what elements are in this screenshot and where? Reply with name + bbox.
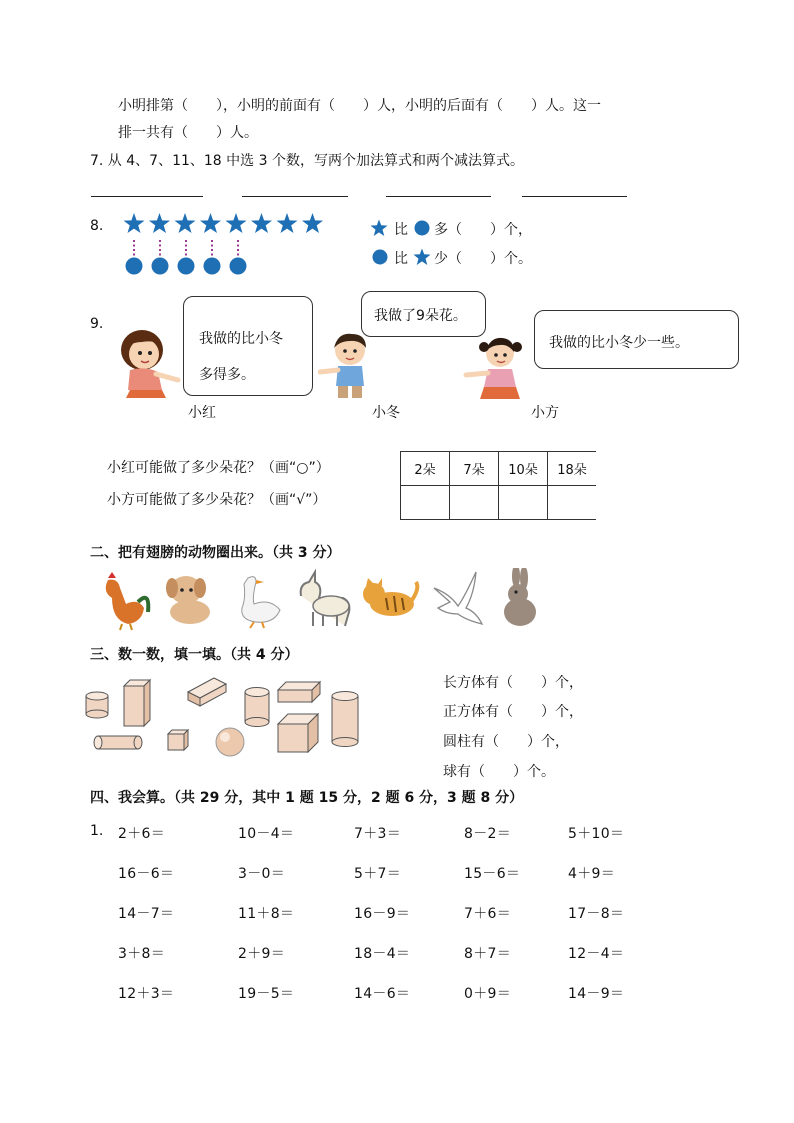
- cube-icon[interactable]: [168, 730, 188, 750]
- star-mark: [251, 213, 272, 233]
- equation[interactable]: 5＋7＝: [354, 866, 402, 882]
- dot-mark: [178, 258, 195, 275]
- answer-blank-3[interactable]: [386, 196, 491, 197]
- girl-xiaohong-illustration: [112, 322, 187, 400]
- equation[interactable]: 2＋9＝: [238, 946, 286, 962]
- star-mark: [124, 213, 145, 233]
- cuboid-icon[interactable]: [278, 682, 320, 702]
- equation[interactable]: 7＋3＝: [354, 826, 402, 842]
- q8-line2-post: 少（ ）个。: [434, 251, 532, 267]
- cylinder-icon[interactable]: [94, 736, 142, 749]
- equation[interactable]: 7＋6＝: [464, 906, 512, 922]
- answer-table: [400, 451, 596, 520]
- equation[interactable]: 2＋6＝: [118, 826, 166, 842]
- rooster-icon[interactable]: [106, 572, 149, 630]
- section-2-title: 二、把有翅膀的动物圈出来。（共 3 分）: [90, 545, 341, 561]
- q8-line1-pre: 比: [394, 222, 408, 238]
- solid-shapes-figure: [82, 672, 367, 758]
- q9-number: 9.: [90, 316, 104, 332]
- star-mark: [175, 213, 196, 233]
- dot-icon: [414, 220, 430, 236]
- option-18: 18朵: [548, 452, 597, 486]
- cylinder-icon[interactable]: [332, 692, 358, 747]
- speech-bubble-xiaofang: [534, 310, 739, 369]
- section-3-title: 三、数一数，填一填。（共 4 分）: [90, 647, 299, 663]
- answer-cell[interactable]: [499, 486, 548, 520]
- dot-mark: [126, 258, 143, 275]
- equation[interactable]: 14－6＝: [354, 986, 411, 1002]
- q8-line1-post: 多（ ）个，: [434, 222, 532, 238]
- speech-bubble-xiaohong: [183, 296, 313, 396]
- equation[interactable]: 16－9＝: [354, 906, 411, 922]
- answer-cell[interactable]: [450, 486, 499, 520]
- q6-line2: 排一共有（ ）人。: [118, 125, 258, 141]
- rabbit-icon[interactable]: [504, 568, 536, 626]
- fill-cylinder: 圆柱有（ ）个，: [443, 734, 569, 750]
- girl-xiaofang-illustration: [462, 335, 532, 405]
- equation[interactable]: 10－4＝: [238, 826, 295, 842]
- star-icon: [370, 219, 388, 237]
- q8-line2-pre: 比: [394, 251, 408, 267]
- item-1-number: 1.: [90, 823, 104, 839]
- equation[interactable]: 15－6＝: [464, 866, 521, 882]
- equation[interactable]: 8＋7＝: [464, 946, 512, 962]
- equation[interactable]: 17－8＝: [568, 906, 625, 922]
- equation[interactable]: 5＋10＝: [568, 826, 625, 842]
- dove-icon[interactable]: [434, 572, 482, 624]
- cuboid-icon[interactable]: [188, 678, 226, 706]
- answer-cell[interactable]: [548, 486, 597, 520]
- star-mark: [200, 213, 221, 233]
- cube-icon[interactable]: [278, 714, 318, 752]
- answer-blank-2[interactable]: [242, 196, 348, 197]
- answer-cell[interactable]: [401, 486, 450, 520]
- equation[interactable]: 18－4＝: [354, 946, 411, 962]
- equation[interactable]: 19－5＝: [238, 986, 295, 1002]
- fill-cuboid: 长方体有（ ）个，: [443, 675, 583, 691]
- option-10: 10朵: [499, 452, 548, 486]
- star-mark: [277, 213, 298, 233]
- dog-icon[interactable]: [166, 576, 210, 624]
- cylinder-icon[interactable]: [245, 688, 269, 727]
- boy-xiaodong-illustration: [318, 330, 383, 400]
- cylinder-icon[interactable]: [86, 692, 108, 718]
- bubble-xiaodong-text: 我做了9朵花。: [374, 308, 467, 324]
- speech-bubble-xiaodong: [361, 291, 486, 337]
- dot-mark: [204, 258, 221, 275]
- answer-blank-1[interactable]: [91, 196, 203, 197]
- q8-stars-dots-figure: [120, 210, 330, 280]
- dot-mark: [230, 258, 247, 275]
- equation[interactable]: 8－2＝: [464, 826, 512, 842]
- equation[interactable]: 4＋9＝: [568, 866, 616, 882]
- q6-line1: 小明排第（ ），小明的前面有（ ）人，小明的后面有（ ）人。这一: [118, 98, 601, 114]
- cuboid-icon[interactable]: [124, 680, 150, 726]
- option-7: 7朵: [450, 452, 499, 486]
- section-4-title: 四、我会算。（共 29 分，其中 1 题 15 分，2 题 6 分，3 题 8 分）: [90, 790, 524, 806]
- name-xiaofang: 小方: [531, 405, 559, 421]
- equation[interactable]: 16－6＝: [118, 866, 175, 882]
- sphere-icon[interactable]: [216, 728, 244, 756]
- fill-sphere: 球有（ ）个。: [443, 764, 555, 780]
- q7-text: 7. 从 4、7、11、18 中选 3 个数，写两个加法算式和两个减法算式。: [90, 153, 524, 169]
- bubble-xiaofang-text: 我做的比小冬少一些。: [549, 335, 689, 351]
- fill-cube: 正方体有（ ）个，: [443, 704, 583, 720]
- name-xiaohong: 小红: [188, 405, 216, 421]
- star-mark: [302, 213, 323, 233]
- bubble-xiaohong-text: 我做的比小冬 多得多。: [199, 331, 283, 383]
- q8-number: 8.: [90, 218, 104, 234]
- equation[interactable]: 3－0＝: [238, 866, 286, 882]
- question-xiaofang: 小方可能做了多少朵花？（画“√”）: [107, 492, 327, 508]
- equation[interactable]: 11＋8＝: [238, 906, 295, 922]
- equation[interactable]: 14－7＝: [118, 906, 175, 922]
- equation[interactable]: 0＋9＝: [464, 986, 512, 1002]
- option-2: 2朵: [401, 452, 450, 486]
- cat-icon[interactable]: [363, 578, 417, 616]
- star-icon: [413, 248, 431, 266]
- star-mark: [226, 213, 247, 233]
- goose-icon[interactable]: [242, 577, 280, 628]
- goat-icon[interactable]: [301, 572, 350, 626]
- equation[interactable]: 3＋8＝: [118, 946, 166, 962]
- dot-icon: [372, 249, 388, 265]
- equation[interactable]: 12＋3＝: [118, 986, 175, 1002]
- dot-mark: [152, 258, 169, 275]
- question-xiaohong: 小红可能做了多少朵花？（画“○”）: [107, 460, 330, 476]
- equation[interactable]: 12－4＝: [568, 946, 625, 962]
- name-xiaodong: 小冬: [372, 405, 400, 421]
- answer-blank-4[interactable]: [522, 196, 627, 197]
- star-mark: [149, 213, 170, 233]
- animals-row: [98, 568, 548, 632]
- equation[interactable]: 14－9＝: [568, 986, 625, 1002]
